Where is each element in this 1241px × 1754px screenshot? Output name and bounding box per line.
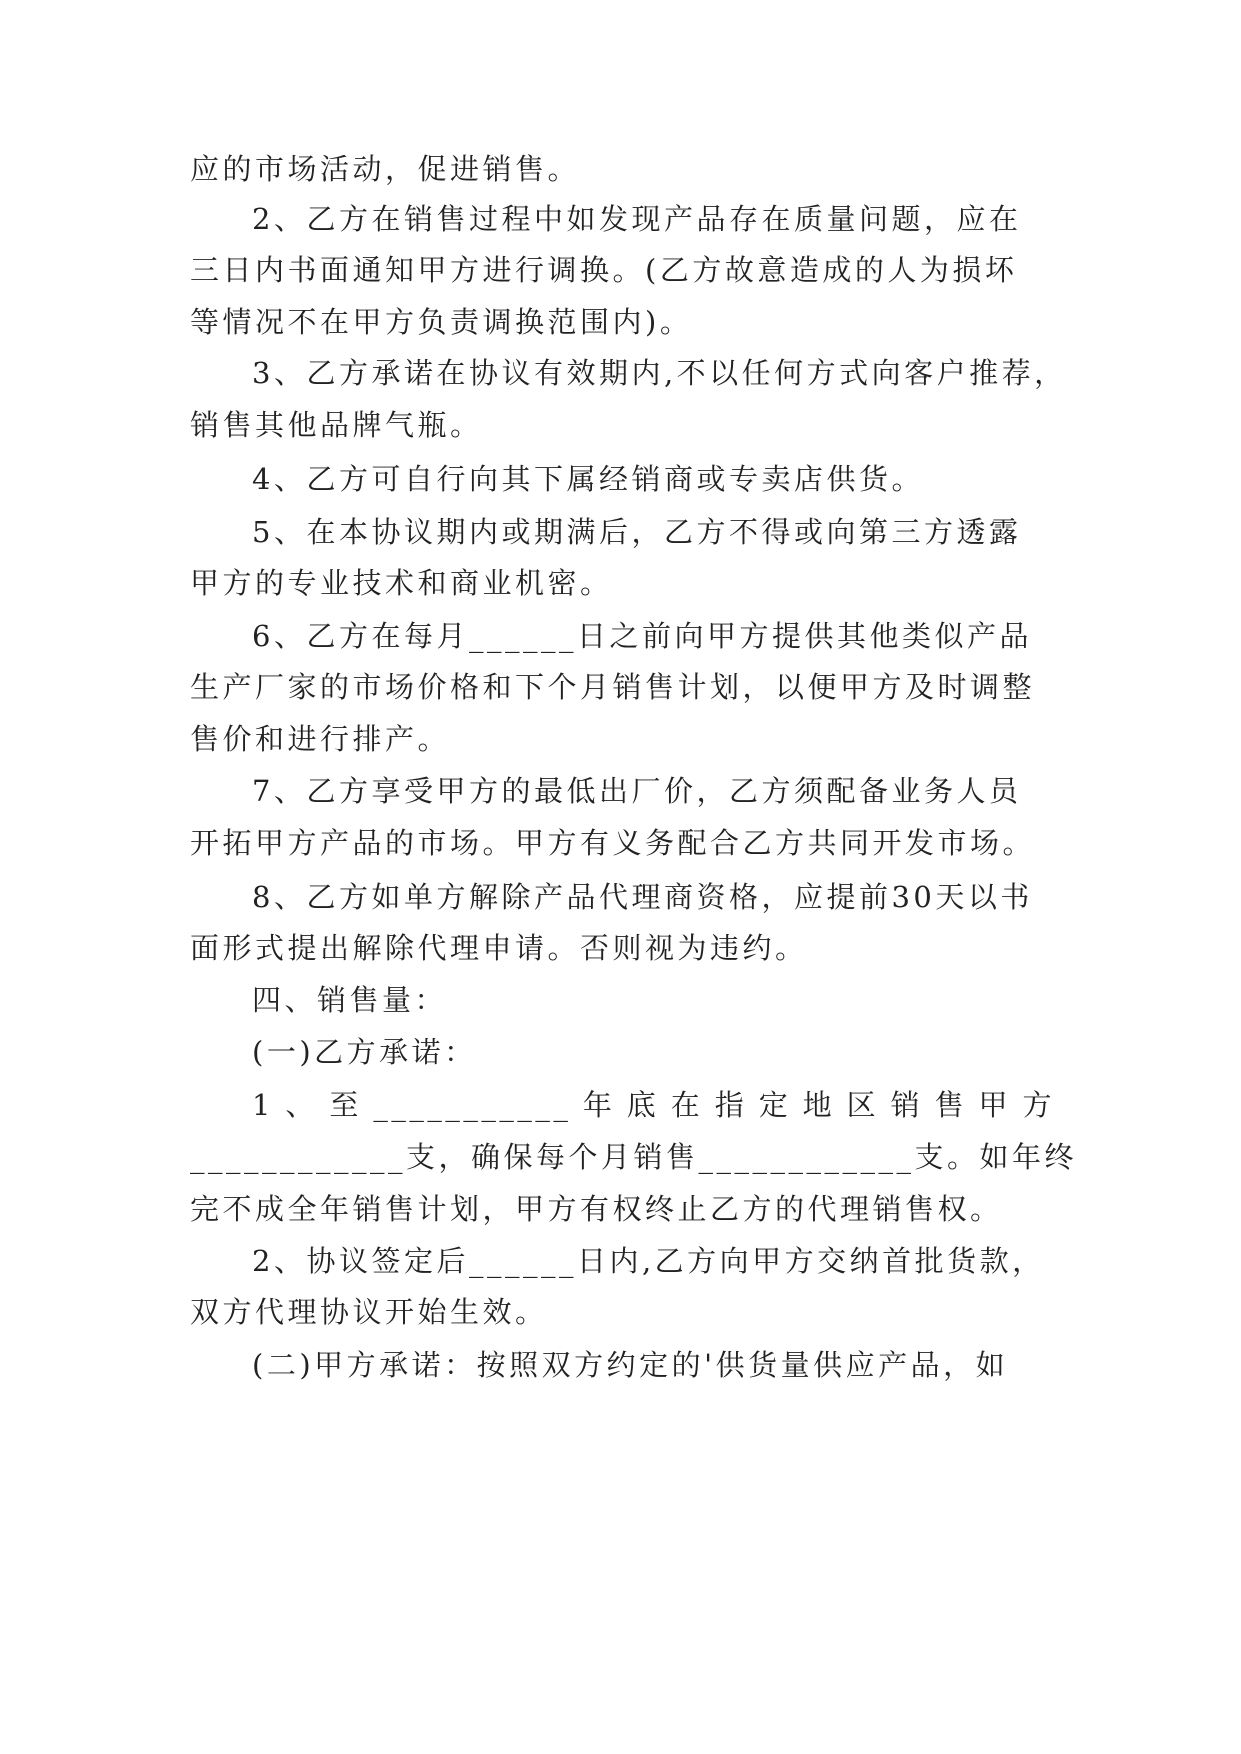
clause-2-line-2: 三日内书面通知甲方进行调换。(乙方故意造成的人为损坏 <box>190 253 1018 287</box>
clause-3-line-1: 3、乙方承诺在协议有效期内,不以任何方式向客户推荐， <box>252 356 1067 390</box>
clause-3-line-2: 销售其他品牌气瓶。 <box>190 408 483 442</box>
sales-commitment-line-1: 1、至___________年底在指定地区销售甲方 <box>252 1088 1055 1122</box>
clause-4-line-1: 4、乙方可自行向其下属经销商或专卖店供货。 <box>252 462 924 496</box>
clause-5-line-1: 5、在本协议期内或期满后，乙方不得或向第三方透露 <box>252 515 1022 549</box>
subsection-2-line-1: (二)甲方承诺：按照双方约定的'供货量供应产品，如 <box>252 1348 1009 1382</box>
payment-line-1: 2、协议签定后______日内,乙方向甲方交纳首批货款， <box>252 1244 1045 1278</box>
clause-5-line-2: 甲方的专业技术和商业机密。 <box>190 566 613 600</box>
body-line-1: 应的市场活动，促进销售。 <box>190 152 581 186</box>
clause-6-line-2: 生产厂家的市场价格和下个月销售计划，以便甲方及时调整 <box>190 670 1036 704</box>
payment-line-2: 双方代理协议开始生效。 <box>190 1295 548 1329</box>
sales-commitment-line-3: 完不成全年销售计划，甲方有权终止乙方的代理销售权。 <box>190 1192 1003 1226</box>
clause-7-line-2: 开拓甲方产品的市场。甲方有义务配合乙方共同开发市场。 <box>190 826 1036 860</box>
clause-7-line-1: 7、乙方享受甲方的最低出厂价，乙方须配备业务人员 <box>252 774 1022 808</box>
clause-6-line-3: 售价和进行排产。 <box>190 722 451 756</box>
clause-2-line-1: 2、乙方在销售过程中如发现产品存在质量问题，应在 <box>252 202 1022 236</box>
section-4-heading: 四、销售量： <box>252 983 448 1017</box>
clause-8-line-1: 8、乙方如单方解除产品代理商资格，应提前30天以书 <box>252 880 1033 914</box>
subsection-1-heading: (一)乙方承诺： <box>252 1035 477 1069</box>
clause-6-line-1: 6、乙方在每月______日之前向甲方提供其他类似产品 <box>252 619 1032 653</box>
clause-8-line-2: 面形式提出解除代理申请。否则视为违约。 <box>190 931 808 965</box>
clause-2-line-3: 等情况不在甲方负责调换范围内)。 <box>190 305 693 339</box>
sales-commitment-line-2: ____________支，确保每个月销售____________支。如年终 <box>190 1140 1078 1174</box>
